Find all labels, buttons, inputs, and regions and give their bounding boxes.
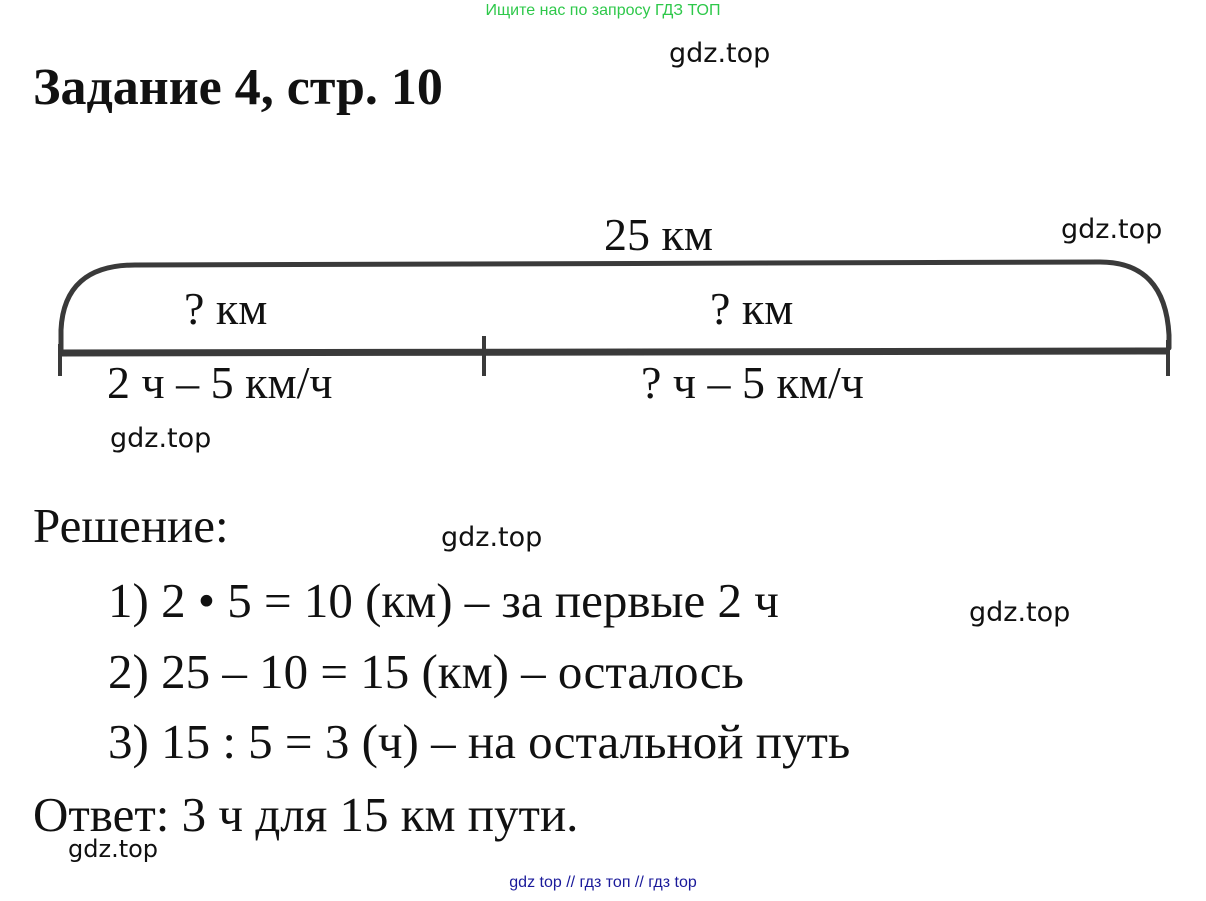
footer-links[interactable]: gdz top // гдз топ // гдз top [509,874,697,891]
segment1-time-speed-label: 2 ч – 5 км/ч [107,357,333,408]
watermark: gdz.top [969,597,1071,628]
segment1-distance-label: ? км [184,283,268,334]
solution-step: 3) 15 : 5 = 3 (ч) – на остальной путь [108,714,851,769]
watermark: gdz.top [441,522,543,553]
page-title: Задание 4, стр. 10 [33,59,443,116]
route-line [58,351,1170,353]
segment2-time-speed-label: ? ч – 5 км/ч [641,357,864,408]
watermark: gdz.top [1061,214,1163,245]
solution-heading: Решение: [33,498,229,553]
segment2-distance-label: ? км [710,283,794,334]
watermark: gdz.top [68,835,159,863]
solution-answer: Ответ: 3 ч для 15 км пути. [33,787,579,842]
watermark: gdz.top [669,38,771,69]
total-distance-label: 25 км [604,209,713,260]
solution-step: 1) 2 • 5 = 10 (км) – за первые 2 ч [108,573,779,628]
top-banner: Ищите нас по запросу ГДЗ ТОП [485,2,721,19]
watermark: gdz.top [110,423,212,454]
solution-step: 2) 25 – 10 = 15 (км) – осталось [108,644,744,699]
